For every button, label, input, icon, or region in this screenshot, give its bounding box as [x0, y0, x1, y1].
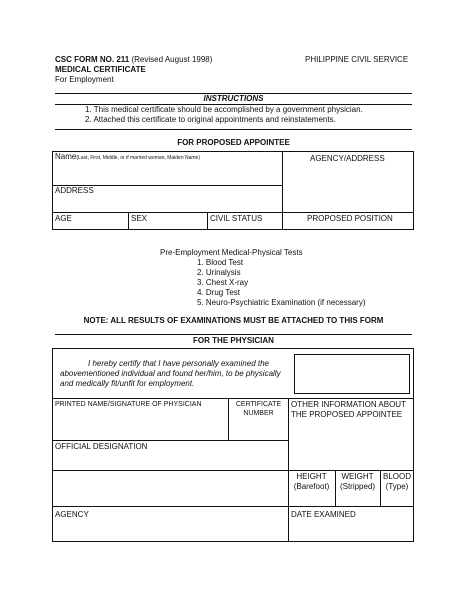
- address-label: ADDRESS: [55, 186, 94, 195]
- photo-box[interactable]: [294, 354, 410, 394]
- other-info-line: THE PROPOSED APPOINTEE: [291, 410, 403, 419]
- test-item: 1. Blood Test: [197, 258, 244, 267]
- civil-status-label: CIVIL STATUS: [210, 214, 263, 223]
- age-label: AGE: [55, 214, 72, 223]
- blood-label: [380, 472, 414, 492]
- row-divider: [288, 470, 414, 471]
- date-examined-label: DATE EXAMINED: [291, 510, 356, 519]
- form-number-text: CSC FORM NO. 211: [55, 55, 130, 64]
- divider: [55, 334, 412, 335]
- official-designation-label: OFFICIAL DESIGNATION: [55, 442, 148, 451]
- test-item: 2. Urinalysis: [197, 268, 241, 277]
- weight-line: (Stripped): [339, 482, 376, 491]
- col-divider: [207, 212, 208, 230]
- agency-address-label: AGENCY/ADDRESS: [310, 154, 385, 163]
- height-label: [288, 472, 335, 492]
- proposed-position-label: PROPOSED POSITION: [307, 214, 393, 223]
- col-divider: [128, 212, 129, 230]
- page-subtitle: For Employment: [55, 75, 114, 84]
- height-line: (Barefoot): [293, 482, 330, 491]
- physician-heading: FOR THE PHYSICIAN: [193, 336, 274, 345]
- certify-line: abovementioned individual and found her/him, to be physically: [60, 369, 281, 378]
- tests-heading: Pre-Employment Medical-Physical Tests: [160, 248, 303, 257]
- name-label: Name: [55, 152, 77, 161]
- agency-name: PHILIPPINE CIVIL SERVICE: [305, 55, 409, 64]
- col-divider: [282, 151, 283, 212]
- name-field[interactable]: [55, 152, 200, 163]
- name-hint: (Last, First, Middle, or if married woman, Maiden Name): [76, 155, 200, 161]
- row-divider: [52, 398, 414, 399]
- test-item: 5. Neuro-Psychiatric Examination (if necessary): [197, 298, 366, 307]
- row-divider: [52, 470, 288, 471]
- weight-label: [335, 472, 380, 492]
- height-line: HEIGHT: [296, 472, 327, 481]
- attachment-note: NOTE: ALL RESULTS OF EXAMINATIONS MUST BE ATTACHED TO THIS FORM: [83, 316, 384, 325]
- page-title: MEDICAL CERTIFICATE: [55, 65, 146, 74]
- revised-date: (Revised August 1998): [131, 55, 213, 64]
- sex-label: SEX: [131, 214, 148, 223]
- certify-line: and medically fit/unfit for employment.: [60, 379, 195, 388]
- other-info-label: [291, 400, 406, 420]
- test-item: 4. Drug Test: [197, 288, 240, 297]
- row-divider: [52, 212, 414, 213]
- instructions-heading: INSTRUCTIONS: [203, 94, 264, 103]
- physician-agency-label: AGENCY: [55, 510, 89, 519]
- test-item: 3. Chest X-ray: [197, 278, 249, 287]
- instruction-item: 2. Attached this certificate to original appointments and reinstatements.: [85, 115, 336, 124]
- cert-label-line: CERTIFICATE: [235, 401, 282, 408]
- appointee-heading: FOR PROPOSED APPOINTEE: [177, 138, 290, 147]
- certificate-number-label: [229, 400, 288, 418]
- row-divider: [52, 440, 288, 441]
- weight-line: WEIGHT: [341, 472, 374, 481]
- instruction-item: 1. This medical certificate should be accomplished by a government physician.: [85, 105, 363, 114]
- col-divider: [282, 212, 283, 230]
- row-divider: [52, 506, 414, 507]
- certification-statement: [60, 359, 290, 389]
- blood-line: BLOOD: [382, 472, 411, 481]
- certify-line: I hereby certify that I have personally examined the: [88, 359, 269, 368]
- other-info-line: OTHER INFORMATION ABOUT: [291, 400, 406, 409]
- cert-label-line: NUMBER: [243, 410, 274, 417]
- blood-line: (Type): [385, 482, 409, 491]
- divider: [55, 129, 412, 130]
- form-number: [55, 55, 212, 65]
- printed-name-label: PRINTED NAME/SIGNATURE OF PHYSICIAN: [55, 401, 202, 408]
